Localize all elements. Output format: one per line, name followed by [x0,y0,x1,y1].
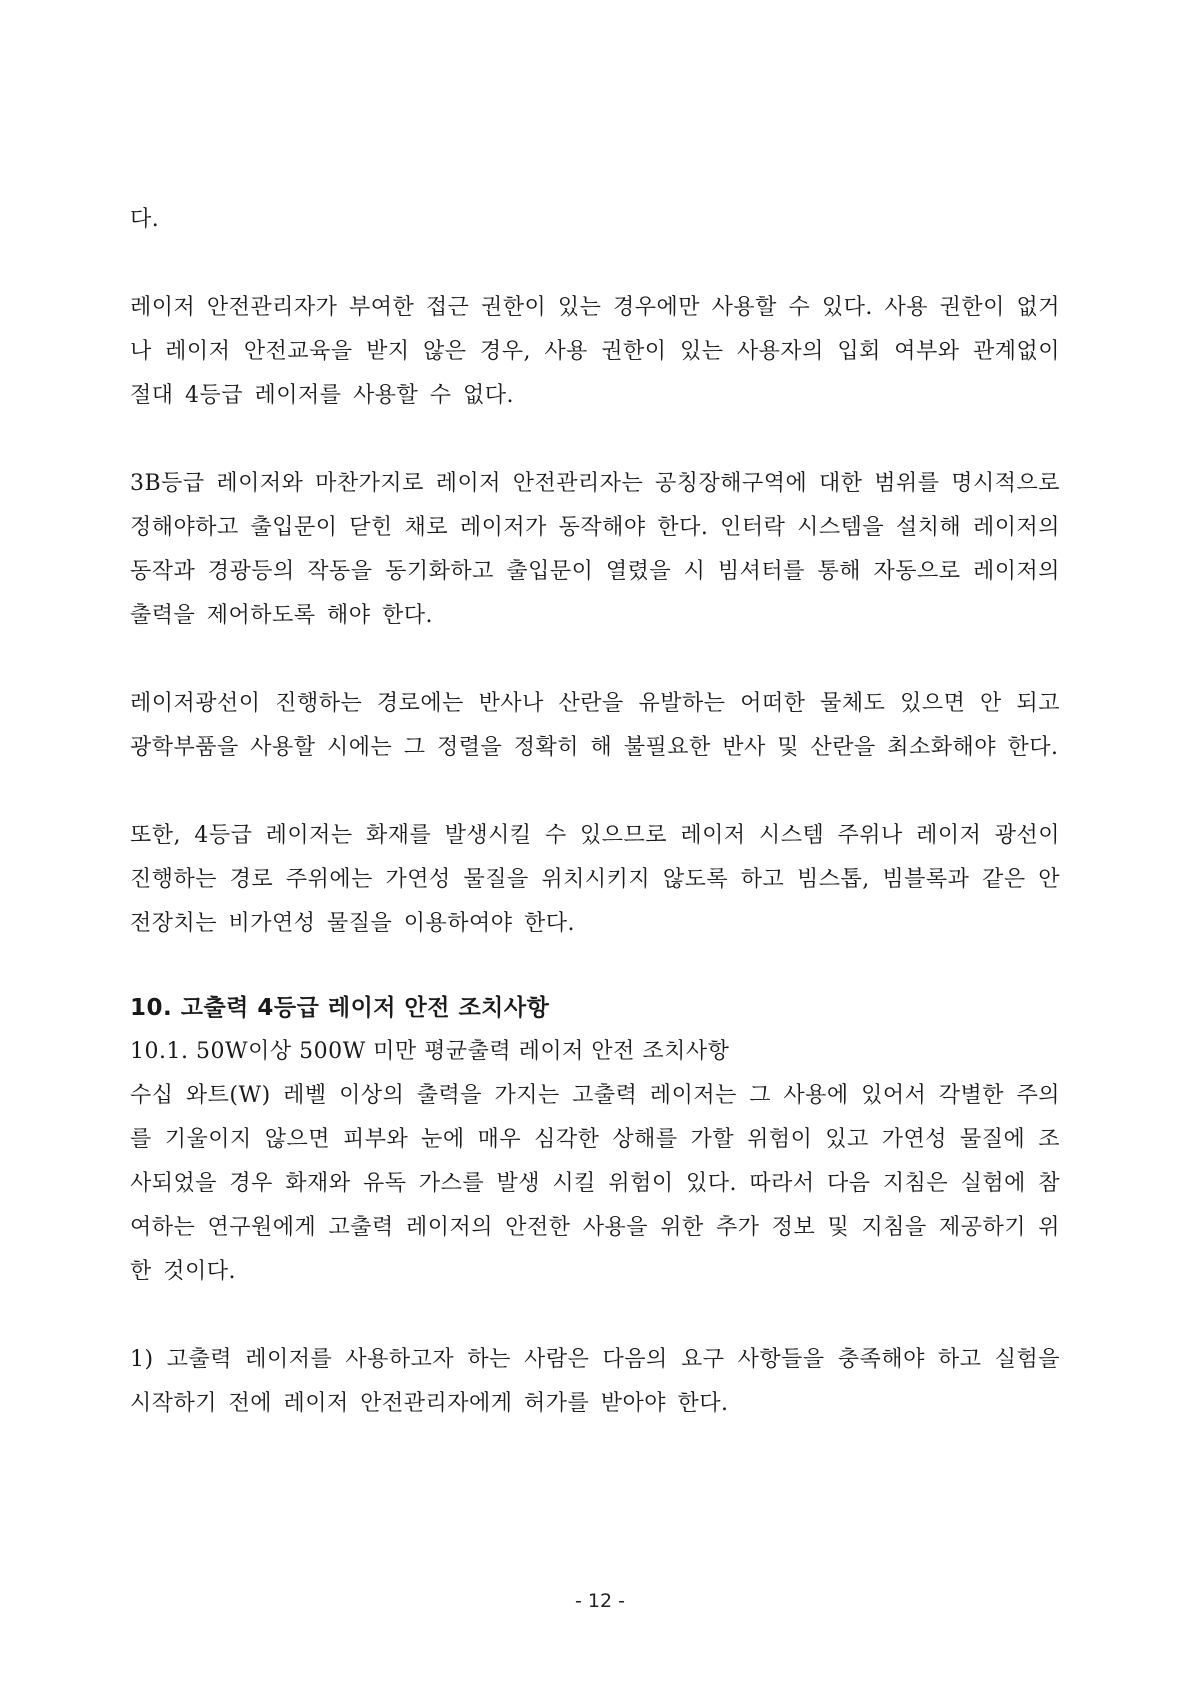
page-body [130,198,1060,1426]
paragraph-access-rights: 레이저 안전관리자가 부여한 접근 권한이 있는 경우에만 사용할 수 있다. 사용 권한이 없거나 레이저 안전교육을 받지 않은 경우, 사용 권한이 있는 사용자의 입회 여부와 관계없이 절대 4등급 레이저를 사용할 수 없다. [130,295,1060,408]
list-item-1: 1) 고출력 레이저를 사용하고자 하는 사람은 다음의 요구 사항들을 충족해야 하고 실험을 시작하기 전에 레이저 안전관리자에게 허가를 받아야 한다. [130,1347,1060,1416]
paragraph-nominal-hazard-zone: 3B등급 레이저와 마찬가지로 레이저 안전관리자는 공칭장해구역에 대한 범위를 명시적으로 정해야하고 출입문이 닫힌 채로 레이저가 동작해야 한다. 인터락 시스템을 설치해 레이저의 동작과 경광등의 작동을 동기화하고 출입문이 열렸을 시 빔셔터를 통해 자동으로 레이저의 출력을 제어하도록 해야 한다. [130,471,1060,628]
paragraph-beam-path: 레이저광선이 진행하는 경로에는 반사나 산란을 유발하는 어떠한 물체도 있으면 안 되고 광학부품을 사용할 시에는 그 정렬을 정확히 해 불필요한 반사 및 산란을 최소화해야 한다. [130,691,1060,760]
paragraph-high-power-intro: 수십 와트(W) 레벨 이상의 출력을 가지는 고출력 레이저는 그 사용에 있어서 각별한 주의를 기울이지 않으면 피부와 눈에 매우 심각한 상해를 가할 위험이 있고 가연성 물질에 조사되었을 경우 화재와 유독 가스를 발생 시킬 위험이 있다. 따라서 다음 지침은 실험에 참여하는 연구원에게 고출력 레이저의 안전한 사용을 위한 추가 정보 및 지침을 제공하기 위한 것이다. [130,1083,1060,1284]
subsection-heading: 10.1. 50W이상 500W 미만 평균출력 레이저 안전 조치사항 [130,1039,730,1064]
paragraph-fire-hazard: 또한, 4등급 레이저는 화재를 발생시킬 수 있으므로 레이저 시스템 주위나 레이저 광선이 진행하는 경로 주위에는 가연성 물질을 위치시키지 않도록 하고 빔스톱, 빔블록과 같은 안전장치는 비가연성 물질을 이용하여야 한다. [130,823,1060,936]
page-number: - 12 - [575,1590,625,1612]
continuation-fragment: 다. [130,207,160,232]
section-heading: 10. 고출력 4등급 레이저 안전 조치사항 [130,995,550,1021]
